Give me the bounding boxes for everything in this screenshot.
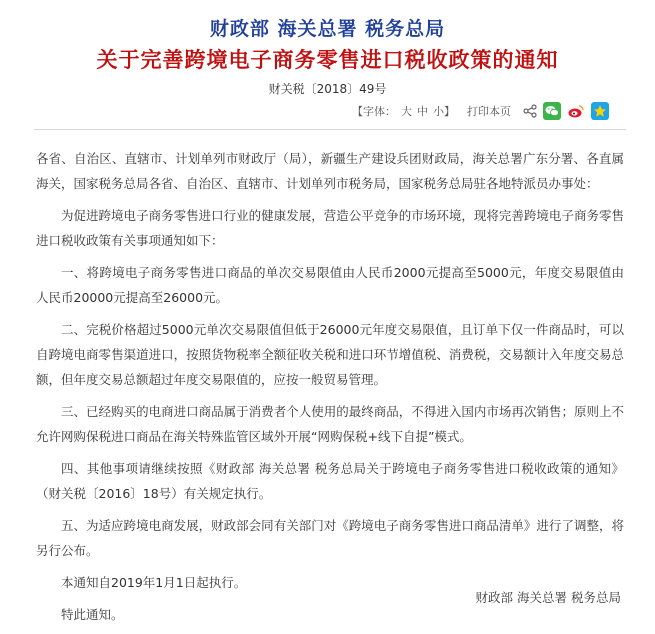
qzone-icon[interactable] [591, 102, 609, 120]
weibo-icon[interactable] [567, 102, 585, 120]
effective-date-paragraph: 本通知自2019年1月1日起执行。 [61, 575, 247, 590]
font-size-suffix: 】 [444, 105, 455, 118]
font-size-selector [352, 103, 455, 119]
header-divider [34, 129, 626, 130]
article-toolbar [352, 100, 609, 122]
item-3-paragraph: 三、已经购买的电商进口商品属于消费者个人使用的最终商品，不得进入国内市场再次销售；原则上不允许网购保税进口商品在海关特殊监管区域外开展“网购保税+线下自提”模式。 [36, 404, 624, 444]
closing-paragraph: 特此通知。 [61, 607, 124, 622]
font-size-large-link[interactable]: 大 [401, 105, 412, 118]
font-size-prefix: 【字体： [352, 105, 396, 118]
item-1-paragraph: 一、将跨境电子商务零售进口商品的单次交易限值由人民币2000元提高至5000元，年度交易限值由人民币20000元提高至26000元。 [36, 265, 624, 305]
recipients-paragraph: 各省、自治区、直辖市、计划单列市财政厅（局），新疆生产建设兵团财政局，海关总署广东分署、各直属海关，国家税务总局各省、自治区、直辖市、计划单列市税务局，国家税务总局驻各地特派员办事处： [36, 151, 624, 191]
font-size-medium-link[interactable]: 中 [417, 105, 428, 118]
share-icon[interactable] [523, 104, 537, 118]
document-body [36, 146, 624, 634]
wechat-icon[interactable] [543, 102, 561, 120]
item-5-paragraph: 五、为适应跨境电商发展，财政部会同有关部门对《跨境电子商务零售进口商品清单》进行了调整，将另行公布。 [36, 518, 624, 558]
intro-paragraph: 为促进跨境电子商务零售进口行业的健康发展，营造公平竞争的市场环境，现将完善跨境电子商务零售进口税收政策有关事项通知如下： [36, 208, 624, 248]
issuing-authorities: 财政部 海关总署 税务总局 [209, 18, 446, 40]
signature: 财政部 海关总署 税务总局 [475, 590, 621, 605]
font-size-small-link[interactable]: 小 [433, 105, 444, 118]
page-title: 关于完善跨境电子商务零售进口税收政策的通知 [96, 48, 559, 72]
document-number: 财关税〔2018〕49号 [268, 82, 387, 96]
item-2-paragraph: 二、完税价格超过5000元单次交易限值但低于26000元年度交易限值，且订单下仅一件商品时，可以自跨境电商零售渠道进口，按照货物税率全额征收关税和进口环节增值税、消费税，交易额计入年度交易总额，但年度交易总额超过年度交易限值的，应按一般贸易管理。 [36, 322, 624, 387]
print-page-link[interactable]: 打印本页 [467, 105, 511, 118]
item-4-paragraph: 四、其他事项请继续按照《财政部 海关总署 税务总局关于跨境电子商务零售进口税收政策的通知》（财关税〔2016〕18号）有关规定执行。 [36, 461, 624, 501]
